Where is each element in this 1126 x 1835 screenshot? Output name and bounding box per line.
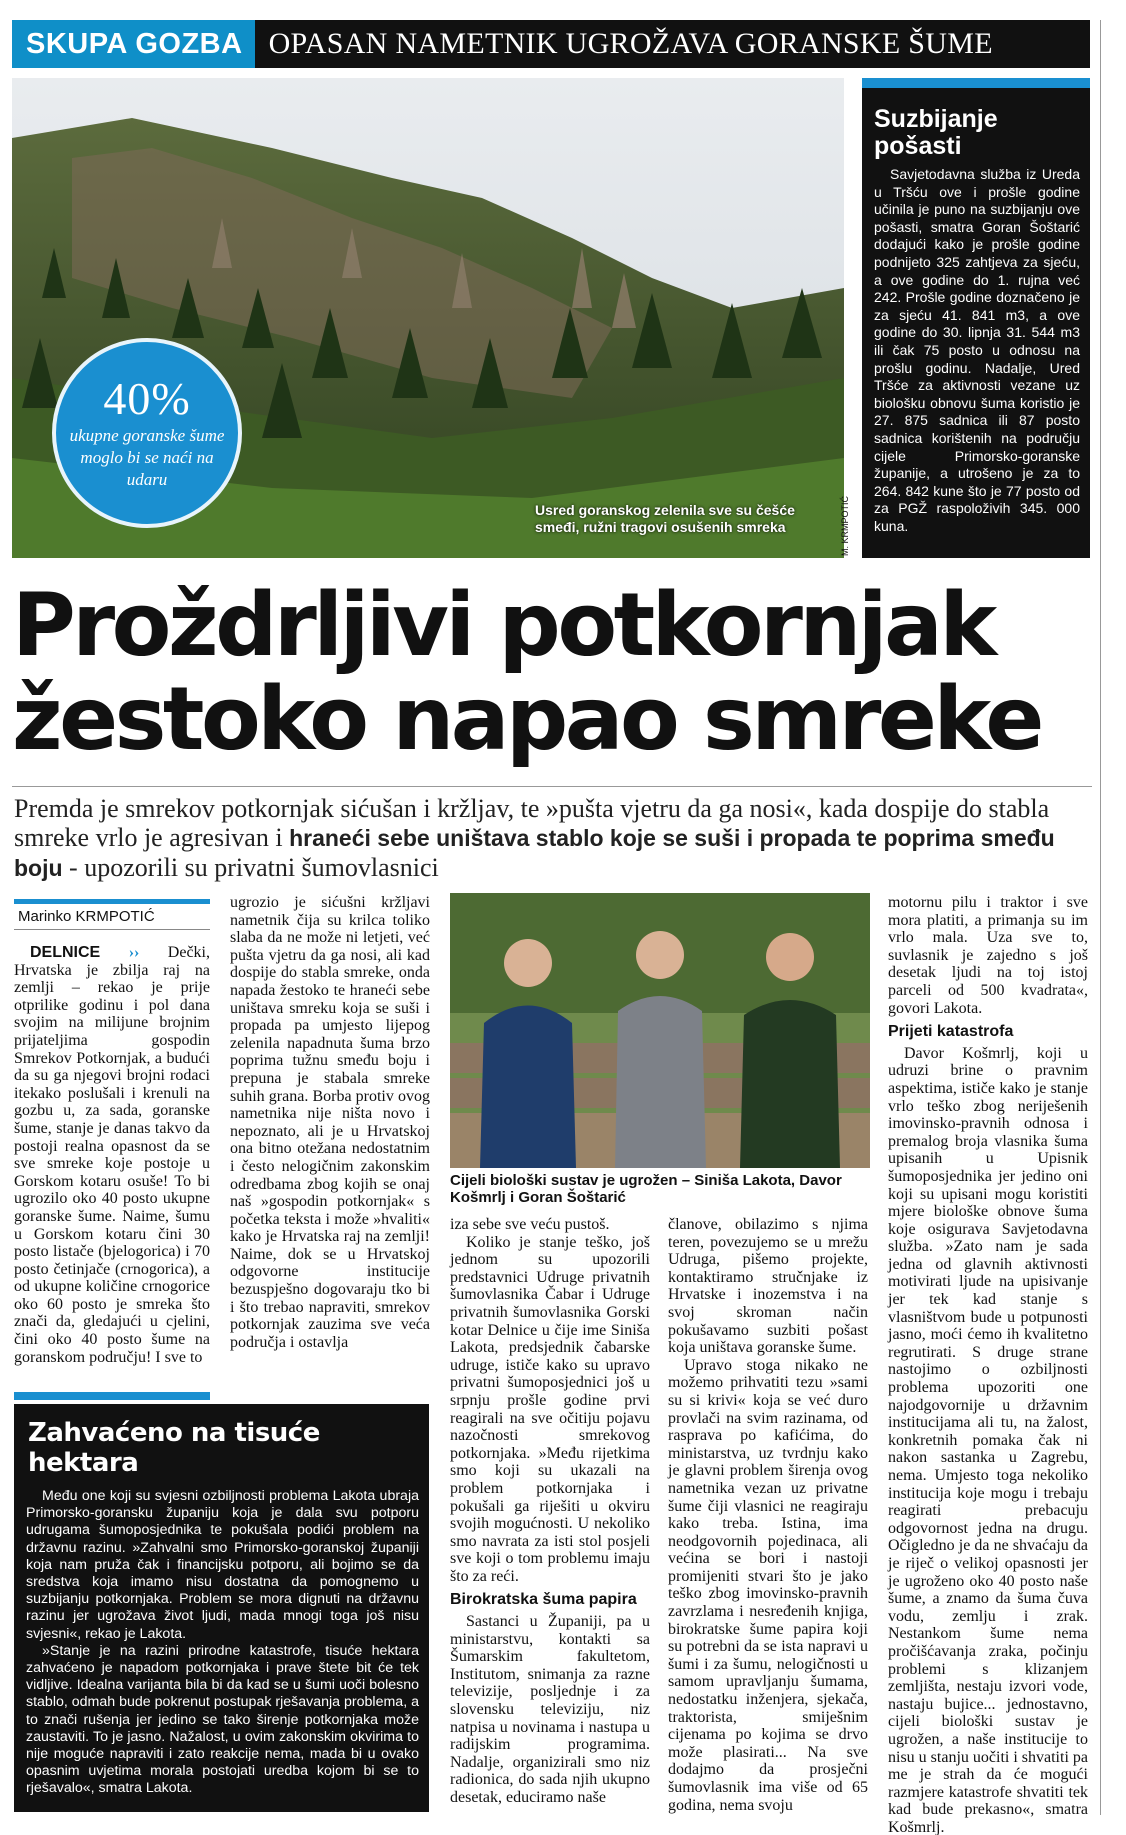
col1-paragraph: [14, 944, 210, 1366]
col4-p1: članove, obilazimo s njima teren, povezujemo se u mrežu Udruga, pišemo projekte, kontaktiramo stručnjake iz Hrvatske i inozemstva i na svoj skroman način pokušavamo suzbiti pošast koja uništava goranske šume.: [668, 1216, 868, 1357]
sidebar-title: Suzbijanje pošasti: [874, 105, 998, 160]
sidebar-box: [862, 78, 1090, 558]
col3-p1: iza sebe sve veću pustoš.: [450, 1216, 610, 1233]
dateline: DELNICE: [30, 944, 101, 961]
column-5: [888, 894, 1088, 1835]
photo-credit: M. KRMPOTIĆ: [840, 496, 850, 556]
col3-p2: Koliko je stanje teško, još jednom su upozorili predstavnici Udruge privatnih šumovlasnika Čabar i Udruge privatnih šumovlasnika Gorski kotar Delnice u čije ime Siniša Lakota, predsjednik čabarske udruge, ističe kako su upravo privatni šumoposjednici još u srpnju prošle godine prvi reagirali na sve očitiju pojavu nazočnosti smrekovog potkornjaka. »Među rijetkima smo koji su ukazali na problem potkornjaka i pokušali ga riješiti u okviru svojih mogućnosti. U nekoliko smo navrata za isti stol posjeli sve koji o tom problemu imaju što za reći.: [450, 1233, 650, 1585]
byline: Marinko KRMPOTIĆ: [14, 899, 210, 930]
headline-line-1: Proždrljivi potkornjak: [12, 574, 994, 676]
people-photo: [450, 893, 870, 1168]
col5-p2: Davor Košmrlj, koji u udruzi brine o pravnim aspektima, ističe kako je stanje vrlo teško zbog neriješenih imovinsko-pravnih odnosa i premalog broja vlasnika šuma upisanih u Upisnik šumoposjednika jer jedino oni koji su upisani mogu koristiti mjere biološke obnove šuma koje osigurava Savjetodavna služba. »Zato nam je sada jedna od glavnih aktivnosti motivirati ljude na upisivanje jer tek kad stanje s vlasništvom bude u potpunosti jasno, moći ćemo ih kvalitetno regrutirati. S druge strane nastojimo o ozbiljnosti problema upozoriti one najodgovornije u državnim institucijama ali tu, na žalost, konkretnih pomaka čak ni nakon sastanka u Zagrebu, nema. Umjesto toga nekoliko institucija koje mogu i trebaju reagirati prebacuju odgovornost jedna na drugu. Očigledno je da ne shvaćaju da je riječ o velikoj opasnosti jer je ugroženo oko 40 posto naše šume, a znamo da šuma čuva vodu, zemlju i zrak. Nestankom šume nema pročišćavanja zraka, počinju problemi s klizanjem zemljišta, nestaju izvori vode, nastaju bujice... jednostavno, cijeli biološki sustav je ugrožen, a naše institucije to nisu u stanju uočiti i shvatiti pa me je strah da će mogući razmjere katastrofe shvatiti tek kad bude prekasno«, smatra Košmrlj.: [888, 1044, 1088, 1835]
column-2: [230, 894, 430, 1351]
column-1: [14, 944, 210, 1366]
dateline-arrow-icon: ››: [128, 944, 140, 961]
stat-circle: [52, 338, 242, 528]
col4-p2: Upravo stoga nikako ne možemo prihvatiti tezu »sami su si krivi« koja se već duго provlači na svim razinama, od rasprava po kafićima, do ministarstva, uz tvrdnju kako je glavni problem širenja ovog nametnika vezan uz privatne šume čiji vlasnici ne reagiraju kako treba. Istina, ima neodgovornih pojedinaca, ali većina se bori i nastoji promijeniti stvari što je jako teško zbog imovinsko-pravnih zavrzlama i nesređenih knjiga, birokratske šume papira koji su potrebni da se ista napravi u šumi i za šumu, nelogičnosti u samom upravljanju šumama, nedostatku inženjera, sjekača, traktorista, smiješnim cijenama po kojima se drvo može plasirati... Na sve dodajmo da prosječni šumovlasnik ima više od 65 godina, nema svoju: [668, 1356, 868, 1814]
info-box: [14, 1404, 429, 1812]
headline: [12, 574, 1092, 770]
stat-text: ukupne goranske šume moglo bi se naći na udaru: [69, 426, 225, 489]
page-edge-rule: [1100, 20, 1101, 1815]
accent-bar: [862, 78, 1090, 88]
col5-subhead: Prijeti katastrofa: [888, 1023, 1014, 1041]
info-box-p2: »Stanje je na razini prirodne katastrofe, tisuće hektara zahvaćeno je napadom potkornjaka i prave štete bit će tek vidljive. Idealna varijanta bila bi da kad se u šumi uoči bolesno stablo, odmah bude pokrenut postupak rješavanja problema, a to znači rušenja jer jedino se tako širenje potkornjaka može zaustaviti. To je jasno. Nažalost, u ovim zakonskim okvirima to nije moguće napraviti i zato reakcije nema, mada bi u ovako opasnim uvjetima morala postojati uredba kojom bi se to rješavalo«, smatra Lakota.: [26, 1642, 419, 1797]
section-kicker: SKUPA GOZBA: [12, 20, 255, 68]
lead-bold: hraneći sebe uništava stablo koje se suši i propada te poprima smeđu boju: [14, 825, 1055, 881]
divider: [12, 786, 1092, 787]
info-box-text: [14, 1488, 429, 1798]
banner-title: OPASAN NAMETNIK UGROŽAVA GORANSKE ŠUME: [268, 27, 993, 60]
col2-text: ugrozio je sićušni kržljavi nametnik čija su krilca toliko slaba da ne može ni letjeti, već pušta vjetru da ga nosi, ali kad dospije do stabla smreke, onda napada žestoko te hraneći sebe uništava smreku koja se suši i propada pa umjesto lijepog zelenila napadnuta šuma brzo poprima tužnu smeđu boju i prepuna je stabala smreke suhih grana. Borba protiv ovog nametnika nije ništa novo i nepoznato, ali je u Hrvatskoj ona bitno otežana nedostatnim i često nelogičnim zakonskim odredbama zbog kojih se onaj naš »gospodin potkornjak« s početka teksta i može »hvaliti« kako je Hrvatska raj na zemlji! Naime, dok se u Hrvatskoj odgovorne institucije bezuspješno dogovaraju tko bi i što trebao napraviti, smrekov potkornjak zauzima sve veća područja i ostavlja: [230, 894, 430, 1351]
info-box-p1: Među one koji su svjesni ozbiljnosti problema Lakota ubraja Primorsko-goransku županiju koja je dala svu potporu udrugama šumoposjednika te pokušala podići problem na državnu razinu. »Zahvalni smo Primorsko-goranskoj županiji koja nam pruža čak i financijsku potporu, ali bojimo se da sredstva koja imamo nisu dostatna da pomognemo u suzbijanju potkornjaka. Problem se mora dignuti na državnu razinu jer ugrožava život ljudi, mada mnogi toga još nisu svjesni«, rekao je Lakota.: [26, 1488, 419, 1642]
lead-text-1: Premda je smrekov potkornjak sićušan i kržljav, te »pušta vjetru da ga nosi«, kada dospije do stabla smreke vrlo je agresivan i: [14, 794, 1050, 852]
stat-percent: 40%: [103, 373, 191, 424]
col5-p1: motornu pilu i traktor i sve mora platiti, a primanja su im vrlo mala. Uza sve to, suvlasnik je zajedno s još desetak ljudi na toj istoj parceli od 500 kvadrata«, govori Lakota.: [888, 894, 1088, 1017]
headline-line-2: žestoko napao smreke: [12, 668, 1041, 770]
column-3: [450, 1216, 650, 1807]
col3-p3: Sastanci u Županiji, pa u ministarstvu, kontakti sa Šumarskim fakultetom, Institutom, snimanja za razne televizije, posljednje i za slovensku televiziju, niz natpisa u novinama i nastupa u radijskim programima. Nadalje, organizirali smo niz radionica, do sada njih ukupno desetak, educiramo naše: [450, 1613, 650, 1806]
photo-caption: Usred goranskog zelenila sve su češće smeđi, ružni tragovi osušenih smreka: [535, 502, 795, 535]
sidebar-text: Savjetodavna služba iz Ureda u Tršću ove i prošle godine učinila je puno na suzbijanju ove pošasti, smatra Goran Šoštarić dodajući kako je prošle godine podnijeto 325 zahtjeva za sjeću, a ove godine do 1. rujna već 242. Prošle godine doznačeno je za sjeću 41. 841 m3, a ove godine do 30. lipnja 31. 544 m3 ili čak 75 posto u odnosu na prošlu godinu. Nadalje, Ured Tršće za aktivnosti vezane uz biološku obnovu šuma koristio je 27. 875 sadnica ili 87 posto sadnica korištenih na području cijele Primorsko-goranske županije, a utrošeno je za to 264. 842 kune što je 77 posto od za PGŽ raspoloživih 345. 000 kuna.: [874, 166, 1080, 534]
people-illustration: [450, 893, 870, 1168]
column-4: [668, 1216, 868, 1814]
info-box-accent-bar: [14, 1392, 210, 1400]
info-box-title: Zahvaćeno na tisuće hektara: [28, 1418, 320, 1478]
lead-paragraph: [14, 794, 1094, 883]
lead-text-2: - upozorili su privatni šumovlasnici: [62, 853, 439, 882]
col3-subhead: Birokratska šuma papira: [450, 1591, 637, 1609]
col1-text: Dečki, Hrvatska je zbilja raj na zemlji – rekao je prije otprilike godinu i pol dana svojim na milijune brojnim prijateljima gospodin Smrekov Potkornjak, a budući da su ga njegovi brojni rodaci itekako poslušali i krenuli na gozbu u, za sada, goranske šume, stanje je danas takvo da postoji realna opasnost da se sve smreke koje postoje u Gorskom kotaru osuše! To bi ugrozilo oko 40 posto ukupne goranske šume. Naime, šumu u Gorskom kotaru čini 30 posto listače (bjelogorica) i 70 posto četinjače (crnogorica), a od ukupne količine crnogorice oko 60 posto je smreka što znači da, gledajući u cjelini, čini oko 40 posto šume na goranskom području! I sve to: [14, 944, 210, 1366]
people-photo-caption: Cijeli biološki sustav je ugrožen – Siniša Lakota, Davor Košmrlj i Goran Šoštarić: [450, 1172, 842, 1206]
top-banner: [12, 20, 1090, 68]
